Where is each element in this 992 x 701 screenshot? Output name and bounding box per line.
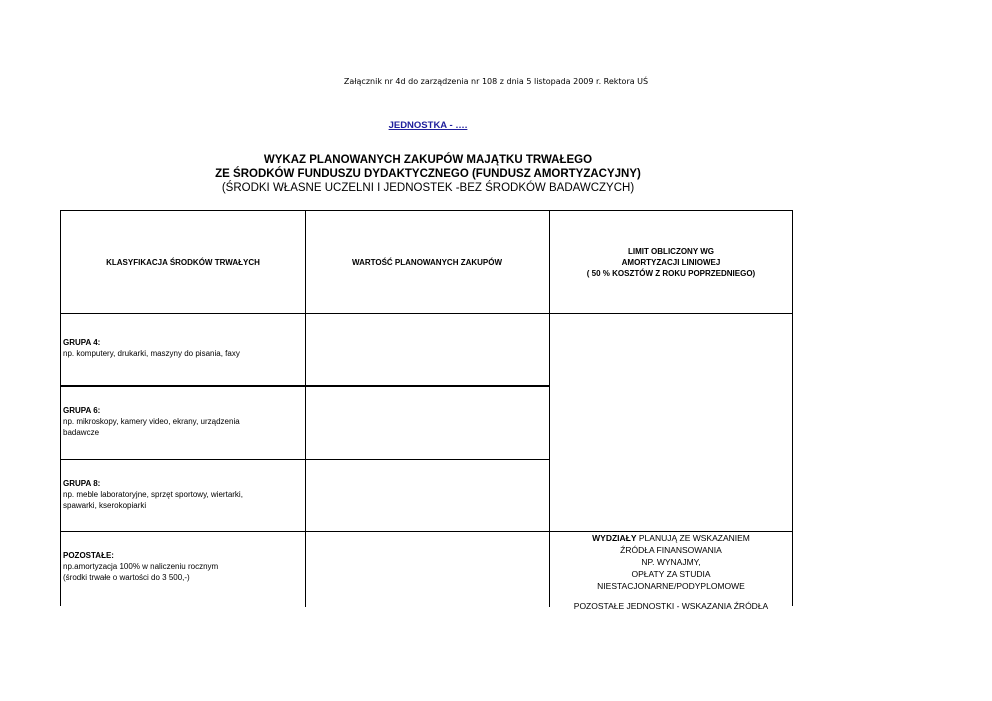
unit-name-link: JEDNOSTKA - ….: [388, 120, 468, 131]
note-line-6-cut: [549, 601, 793, 611]
header-limit-line-3: ( 50 % KOSZTÓW Z ROKU POPRZEDNIEGO): [586, 268, 756, 278]
row-description: np. meble laboratoryjne, sprzęt sportowy, wiertarki,: [63, 490, 243, 499]
note-line-4: OPŁATY ZA STUDIA: [631, 569, 711, 579]
title-line-1: WYKAZ PLANOWANYCH ZAKUPÓW MAJĄTKU TRWAŁEGO: [263, 154, 593, 166]
planned-purchases-table: [60, 210, 793, 611]
row-title: GRUPA 8:: [63, 479, 101, 488]
row-group-8: [61, 478, 305, 511]
header-limit-line-2: AMORTYZACJI LINIOWEJ: [621, 257, 721, 267]
row-description-cont: spawarki, kserokopiarki: [63, 501, 147, 510]
note-line-1: [549, 532, 793, 544]
note-line-1-rest: PLANUJĄ ZE WSKAZANIEM: [636, 533, 750, 543]
row-description: np.amortyzacja 100% w naliczeniu rocznym: [63, 562, 219, 571]
header-classification: [61, 211, 305, 313]
row-title: POZOSTAŁE:: [63, 551, 114, 560]
note-line-2: ŹRÓDŁA FINANSOWANIA: [620, 545, 722, 555]
row-description: np. komputery, drukarki, maszyny do pisania, faxy: [63, 349, 240, 358]
header-limit: [549, 211, 793, 313]
header-classification-label: KLASYFIKACJA ŚRODKÓW TRWAŁYCH: [106, 257, 260, 267]
value-cell-other[interactable]: [306, 532, 549, 607]
value-cell-group-8[interactable]: [306, 460, 549, 531]
header-planned-value: [305, 211, 549, 313]
limit-cell[interactable]: [550, 314, 793, 531]
row-group-6: [61, 405, 305, 438]
funding-note: [549, 532, 793, 592]
value-cell-group-6[interactable]: [306, 387, 549, 459]
annex-note: Załącznik nr 4d do zarządzenia nr 108 z dnia 5 listopada 2009 r. Rektora UŚ: [343, 77, 649, 86]
title-line-3: (ŚRODKI WŁASNE UCZELNI I JEDNOSTEK -BEZ ŚRODKÓW BADAWCZYCH): [221, 182, 635, 194]
note-line-5: NIESTACJONARNE/PODYPLOMOWE: [597, 581, 745, 591]
title-line-2: ZE ŚRODKÓW FUNDUSZU DYDAKTYCZNEGO (FUNDUSZ AMORTYZACYJNY): [215, 168, 641, 180]
row-description-cont: badawcze: [63, 428, 100, 437]
note-line-6: POZOSTAŁE JEDNOSTKI - WSKAZANIA ŹRÓDŁA: [573, 601, 769, 611]
value-cell-group-4[interactable]: [306, 314, 549, 385]
header-limit-line-1: LIMIT OBLICZONY WG: [627, 246, 715, 256]
row-group-4: [61, 337, 305, 359]
row-description-cont: (środki trwałe o wartości do 3 500,-): [63, 573, 190, 582]
row-description: np. mikroskopy, kamery video, ekrany, urządzenia: [63, 417, 240, 426]
row-title: GRUPA 6:: [63, 406, 101, 415]
note-line-3: NP. WYNAJMY,: [641, 557, 701, 567]
row-title: GRUPA 4:: [63, 338, 101, 347]
row-other: [61, 550, 305, 583]
note-bold: WYDZIAŁY: [592, 533, 637, 543]
header-planned-value-label: WARTOŚĆ PLANOWANYCH ZAKUPÓW: [351, 257, 503, 267]
